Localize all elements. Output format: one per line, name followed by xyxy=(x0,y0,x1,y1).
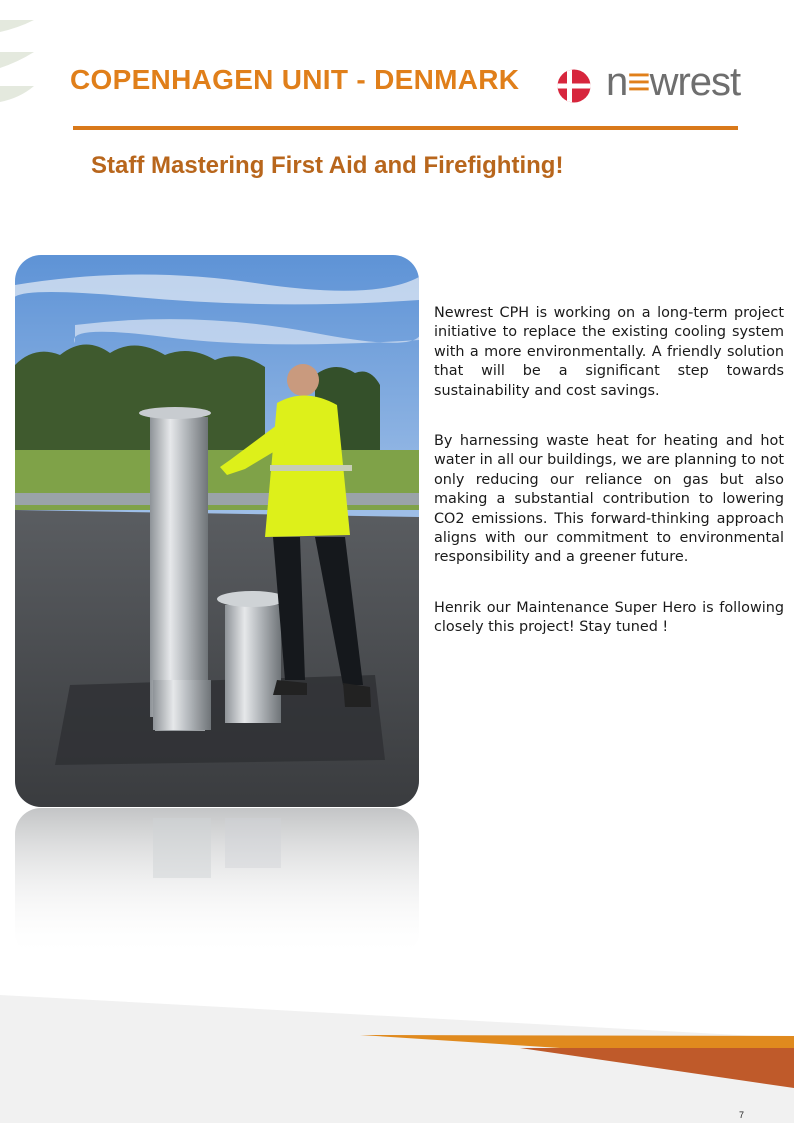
logo-prefix: n xyxy=(606,60,628,104)
logo-accent-icon: ≡ xyxy=(627,60,650,104)
article-paragraph-3: Henrik our Maintenance Super Hero is following closely this project! Stay tuned ! xyxy=(434,599,784,636)
photo-reflection xyxy=(15,808,419,958)
header-divider xyxy=(73,126,738,130)
newrest-logo xyxy=(606,60,740,105)
article-title: Staff Mastering First Aid and Firefighting! xyxy=(91,152,564,179)
page-number: 7 xyxy=(739,1110,745,1120)
logo-suffix: wrest xyxy=(649,60,741,104)
footer-swoosh xyxy=(0,990,794,1123)
corner-decoration xyxy=(0,18,40,108)
article-paragraph-1: Newrest CPH is working on a long-term project initiative to replace the existing cooling system with a more environmentally. A friendly solution that will be a significant step towards sustainability and cost savings. xyxy=(434,305,784,399)
denmark-flag-icon xyxy=(557,69,591,103)
article-photo xyxy=(15,255,419,807)
page-title: COPENHAGEN UNIT - DENMARK xyxy=(70,64,520,95)
article-body xyxy=(434,304,784,669)
article-paragraph-2: By harnessing waste heat for heating and hot water in all our buildings, we are planning to not only reducing our reliance on gas but also making a substantial contribution to lowering CO2 emissions. This forward-thinking approach aligns with our commitment to environmental responsibility and a greener future. xyxy=(434,433,785,566)
photo-scene xyxy=(15,255,419,807)
